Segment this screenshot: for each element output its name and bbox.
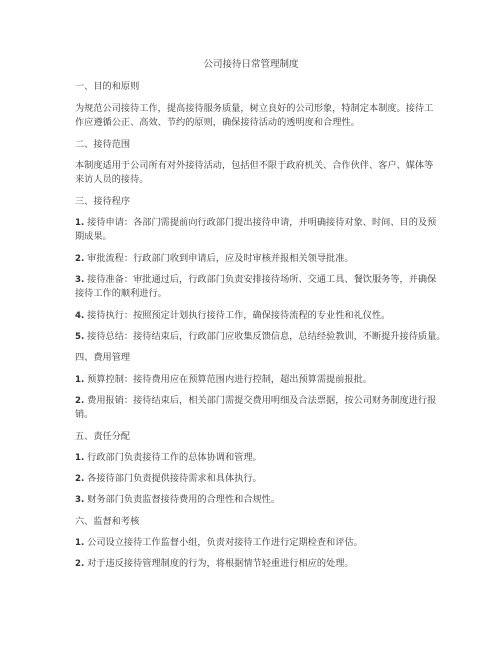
section-heading-expenses: 四、费用管理 [75, 352, 131, 363]
list-item [75, 217, 436, 229]
list-item [75, 537, 363, 549]
list-item [75, 494, 280, 506]
section-heading-responsibilities: 五、责任分配 [75, 431, 131, 442]
list-item-text: 行政部门负责接待工作的总体协调和管理。 [87, 452, 262, 463]
section-heading-supervision: 六、监督和考核 [75, 516, 140, 527]
list-item-continuation: 期成果。 [75, 231, 112, 242]
list-item-text: 财务部门负责监督接待费用的合理性和合规性。 [87, 494, 281, 505]
list-item-number: 1. [75, 538, 85, 548]
list-item-number: 1. [75, 218, 85, 228]
list-item-continuation: 接待工作的顺利进行。 [75, 288, 167, 299]
list-item [75, 274, 436, 286]
paragraph-line: 作应遵循公正、高效、节约的原则，确保接待活动的透明度和合理性。 [75, 117, 360, 128]
list-item [75, 331, 445, 343]
list-item-number: 3. [75, 495, 85, 505]
paragraph-line: 本制度适用于公司所有对外接待活动，包括但不限于政府机关、合作伙伴、客户、媒体等 [75, 160, 434, 171]
list-item-text: 接待准备：审批通过后，行政部门负责安排接待场所、交通工具、餐饮服务等，并确保 [87, 274, 437, 285]
list-item-number: 2. [75, 474, 85, 484]
list-item [75, 374, 372, 386]
list-item [75, 558, 354, 570]
list-item [75, 452, 262, 464]
section-heading-procedure: 三、接待程序 [75, 196, 131, 207]
list-item-number: 5. [75, 332, 85, 342]
list-item-number: 1. [75, 375, 85, 385]
list-item [75, 473, 262, 485]
page-title: 公司接待日常管理制度 [203, 59, 299, 70]
list-item [75, 253, 354, 265]
list-item-text: 接待申请：各部门需提前向行政部门提出接待申请，并明确接待对象、时间、目的及预 [87, 217, 437, 228]
list-item-continuation: 销。 [75, 409, 94, 420]
list-item-text: 预算控制：接待费用应在预算范围内进行控制，超出预算需提前报批。 [87, 374, 372, 385]
section-heading-purpose: 一、目的和原则 [75, 81, 140, 92]
list-item-number: 2. [75, 396, 85, 406]
list-item-text: 各接待部门负责提供接待需求和具体执行。 [87, 473, 262, 484]
list-item-number: 2. [75, 254, 85, 264]
list-item-text: 对于违反接待管理制度的行为，将根据情节轻重进行相应的处理。 [87, 558, 354, 569]
list-item-text: 公司设立接待工作监督小组，负责对接待工作进行定期检查和评估。 [87, 537, 363, 548]
paragraph-line: 为规范公司接待工作，提高接待服务质量，树立良好的公司形象，特制定本制度。接待工 [75, 103, 434, 114]
list-item-number: 4. [75, 311, 85, 321]
list-item-text: 接待总结：接待结束后，行政部门应收集反馈信息，总结经验教训，不断提升接待质量。 [87, 331, 446, 342]
list-item [75, 310, 390, 322]
list-item-text: 审批流程：行政部门收到申请后，应及时审核并报相关领导批准。 [87, 253, 354, 264]
list-item-number: 1. [75, 453, 85, 463]
paragraph-line: 来访人员的接待。 [75, 174, 149, 185]
section-heading-scope: 二、接待范围 [75, 139, 131, 150]
list-item-number: 3. [75, 275, 85, 285]
list-item-number: 2. [75, 559, 85, 569]
list-item-text: 费用报销：接待结束后，相关部门需提交费用明细及合法票据，按公司财务制度进行报 [87, 395, 437, 406]
list-item [75, 395, 436, 407]
list-item-text: 接待执行：按照预定计划执行接待工作，确保接待流程的专业性和礼仪性。 [87, 310, 391, 321]
